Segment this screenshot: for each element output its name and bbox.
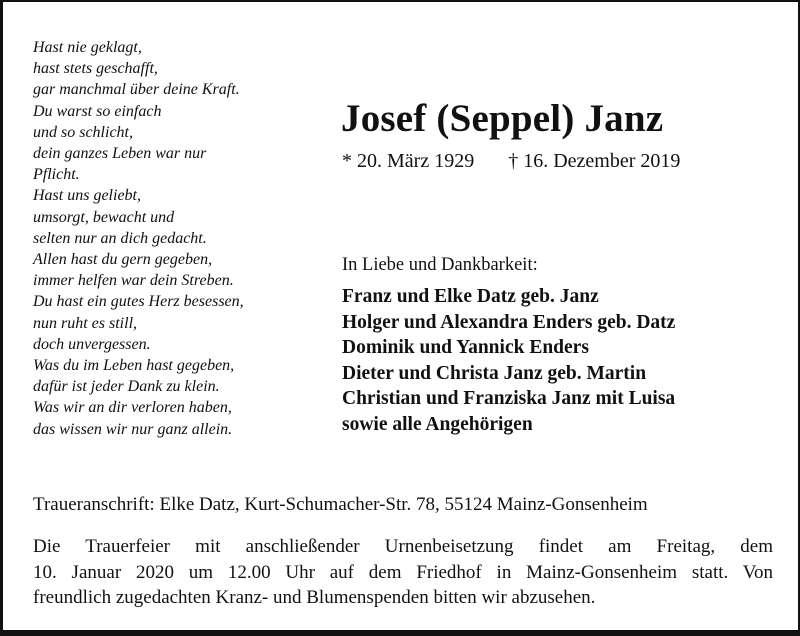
poem-line: Du hast ein gutes Herz besessen, (33, 293, 244, 311)
ceremony-line: Die Trauerfeier mit anschließender Urnenbeisetzung findet am Freitag, dem (33, 536, 773, 557)
poem-line: dafür ist jeder Dank zu klein. (33, 378, 220, 396)
mourner: Dieter und Christa Janz geb. Martin (342, 362, 647, 384)
death-date: † 16. Dezember 2019 (508, 150, 681, 172)
poem-line: Pflicht. (33, 166, 80, 184)
mourning-address: Traueranschrift: Elke Datz, Kurt-Schumacher-Str. 78, 55124 Mainz-Gonsenheim (33, 494, 648, 515)
mourner: sowie alle Angehörigen (342, 413, 533, 435)
poem-line: dein ganzes Leben war nur (33, 145, 207, 163)
poem-line: Was du im Leben hast gegeben, (33, 357, 235, 375)
poem (33, 37, 244, 440)
poem-line: selten nur an dich gedacht. (33, 229, 207, 247)
mourner: Franz und Elke Datz geb. Janz (342, 286, 599, 307)
poem-line: Hast nie geklagt, (33, 39, 142, 56)
mourner: Holger und Alexandra Enders geb. Datz (342, 311, 676, 333)
ceremony-text (33, 534, 773, 611)
birth-date: * 20. März 1929 (342, 150, 475, 172)
poem-line: Hast uns geliebt, (33, 187, 141, 205)
ceremony-line: freundlich zugedachten Kranz- und Blumenspenden bitten wir abzusehen. (33, 587, 596, 608)
mourner: Christian und Franziska Janz mit Luisa (342, 388, 676, 409)
poem-line: Was wir an dir verloren haben, (33, 399, 232, 417)
poem-line: und so schlicht, (33, 123, 133, 141)
poem-line: Allen hast du gern gegeben, (33, 251, 213, 269)
mourners-list (342, 284, 675, 437)
poem-line: das wissen wir nur ganz allein. (33, 420, 233, 438)
mourners-intro: In Liebe und Dankbarkeit: (342, 255, 538, 275)
poem-line: umsorgt, bewacht und (33, 208, 175, 226)
poem-line: nun ruht es still, (33, 314, 138, 332)
poem-line: Du warst so einfach (33, 102, 162, 120)
deceased-name: Josef (Seppel) Janz (341, 97, 664, 140)
poem-line: hast stets geschafft, (33, 60, 158, 78)
poem-line: immer helfen war dein Streben. (33, 272, 234, 290)
mourner: Dominik und Yannick Enders (342, 337, 589, 358)
life-dates (342, 150, 680, 173)
ceremony-line: 10. Januar 2020 um 12.00 Uhr auf dem Friedhof in Mainz-Gonsenheim statt. Von (33, 561, 773, 583)
poem-line: doch unvergessen. (33, 335, 151, 353)
poem-line: gar manchmal über deine Kraft. (33, 81, 240, 99)
